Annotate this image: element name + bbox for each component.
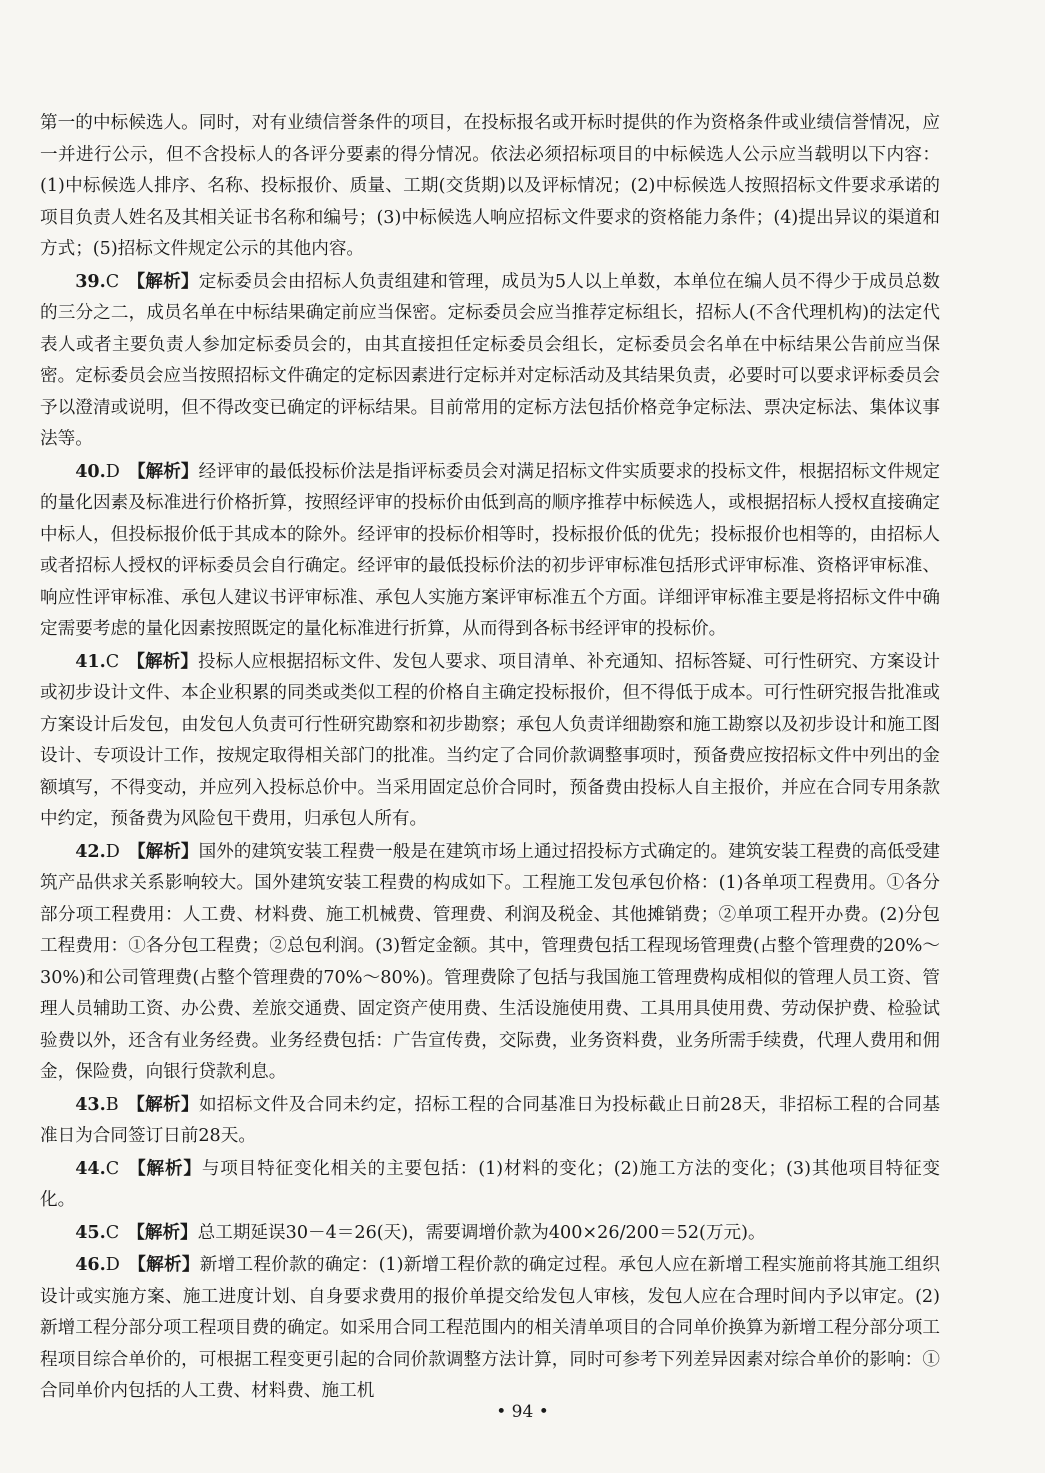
answer-letter: C	[105, 1222, 120, 1243]
document-body	[40, 108, 940, 1408]
question-44	[40, 1153, 940, 1217]
paragraph-text: 第一的中标候选人。同时，对有业绩信誉条件的项目，在投标报名或开标时提供的作为资格条件或业绩信誉情况，应一并进行公示，但不含投标人的各评分要素的得分情况。依法必须招标项目的中标候选人公示应当载明以下内容：(1)中标候选人排序、名称、投标报价、质量、工期(交货期)以及评标情况；(2)中标候选人按照招标文件要求承诺的项目负责人姓名及其相关证书名称和编号；(3)中标候选人响应招标文件要求的资格能力条件；(4)提出异议的渠道和方式；(5)招标文件规定公示的其他内容。	[40, 113, 940, 259]
analysis-text: 总工期延误30－4＝26(天)，需要调增价款为400×26/200＝52(万元)。	[197, 1222, 766, 1243]
answer-letter: C	[105, 1158, 120, 1179]
analysis-text: 国外的建筑安装工程费一般是在建筑市场上通过招投标方式确定的。建筑安装工程费的高低受建筑产品供求关系影响较大。国外建筑安装工程费的构成如下。工程施工发包承包价格：(1)各单项工程费用。①各分部分项工程费用：人工费、材料费、施工机械费、管理费、利润及税金、其他摊销费；②单项工程开办费。(2)分包工程费用：①各分包工程费；②总包利润。(3)暂定金额。其中，管理费包括工程现场管理费(占整个管理费的20%～30%)和公司管理费(占整个管理费的70%～80%)。管理费除了包括与我国施工管理费构成相似的管理人员工资、管理人员辅助工资、办公费、差旅交通费、固定资产使用费、生活设施使用费、工具用具使用费、劳动保护费、检验试验费以外，还含有业务经费。业务经费包括：广告宣传费，交际费，业务资料费，业务所需手续费，代理人费用和佣金，保险费，向银行贷款利息。	[40, 841, 940, 1082]
answer-letter: D	[105, 1255, 120, 1275]
analysis-tag: 【解析】	[127, 270, 199, 292]
analysis-text: 与项目特征变化相关的主要包括：(1)材料的变化；(2)施工方法的变化；(3)其他项目特征变化。	[40, 1158, 940, 1210]
analysis-tag: 【解析】	[127, 650, 199, 672]
analysis-tag: 【解析】	[127, 1221, 198, 1243]
question-46	[40, 1249, 940, 1408]
answer-letter: D	[105, 461, 120, 482]
question-number: 40.	[75, 460, 106, 482]
analysis-text: 如招标文件及合同未约定，招标工程的合同基准日为投标截止日前28天，非招标工程的合同基准日为合同签订日前28天。	[40, 1094, 940, 1146]
answer-letter: C	[105, 271, 120, 292]
question-number: 45.	[75, 1221, 106, 1243]
question-number: 39.	[75, 270, 106, 292]
analysis-tag: 【解析】	[127, 1254, 200, 1275]
question-41	[40, 646, 940, 836]
analysis-tag: 【解析】	[126, 1093, 199, 1115]
page-number: • 94 •	[496, 1402, 549, 1422]
analysis-text: 定标委员会由招标人负责组建和管理，成员为5人以上单数，本单位在编人员不得少于成员总数的三分之二，成员名单在中标结果确定前应当保密。定标委员会应当推荐定标组长，招标人(不含代理机构)的法定代表人或者主要负责人参加定标委员会的，由其直接担任定标委员会组长，定标委员会名单在中标结果公告前应当保密。定标委员会应当按照招标文件确定的定标因素进行定标并对定标活动及其结果负责，必要时可以要求评标委员会予以澄清或说明，但不得改变已确定的评标结果。目前常用的定标方法包括价格竞争定标法、票决定标法、集体议事法等。	[40, 271, 940, 449]
analysis-tag: 【解析】	[127, 1157, 202, 1179]
analysis-text: 新增工程价款的确定：(1)新增工程价款的确定过程。承包人应在新增工程实施前将其施工组织设计或实施方案、施工进度计划、自身要求费用的报价单提交给发包人审核，发包人应在合理时间内予以审定。(2)新增工程分部分项工程项目费的确定。如采用合同工程范围内的相关清单项目的合同单价换算为新增工程分部分项工程项目综合单价的，可根据工程变更引起的合同价款调整方法计算，同时可参考下列差异因素对综合单价的影响：①合同单价内包括的人工费、材料费、施工机	[40, 1255, 940, 1401]
paragraph-continuation	[40, 108, 940, 266]
analysis-tag: 【解析】	[127, 460, 199, 482]
question-number: 46.	[75, 1254, 106, 1275]
analysis-tag: 【解析】	[127, 840, 199, 862]
question-40	[40, 456, 940, 646]
question-number: 44.	[75, 1157, 106, 1179]
answer-letter: B	[105, 1094, 119, 1115]
question-43	[40, 1089, 940, 1153]
answer-letter: C	[105, 651, 120, 672]
question-42	[40, 836, 940, 1089]
analysis-text: 投标人应根据招标文件、发包人要求、项目清单、补充通知、招标答疑、可行性研究、方案设计或初步设计文件、本企业积累的同类或类似工程的价格自主确定投标报价，但不得低于成本。可行性研究报告批准或方案设计后发包，由发包人负责可行性研究勘察和初步勘察；承包人负责详细勘察和施工勘察以及初步设计和施工图设计、专项设计工作，按规定取得相关部门的批准。当约定了合同价款调整事项时，预备费应按招标文件中列出的金额填写，不得变动，并应列入投标总价中。当采用固定总价合同时，预备费由投标人自主报价，并应在合同专用条款中约定，预备费为风险包干费用，归承包人所有。	[40, 651, 940, 829]
analysis-text: 经评审的最低投标价法是指评标委员会对满足招标文件实质要求的投标文件，根据招标文件规定的量化因素及标准进行价格折算，按照经评审的投标价由低到高的顺序推荐中标候选人，或根据招标人授权直接确定中标人，但投标报价低于其成本的除外。经评审的投标价相等时，投标报价低的优先；投标报价也相等的，由招标人或者招标人授权的评标委员会自行确定。经评审的最低投标价法的初步评审标准包括形式评审标准、资格评审标准、响应性评审标准、承包人建议书评审标准、承包人实施方案评审标准五个方面。详细评审标准主要是将招标文件中确定需要考虑的量化因素按照既定的量化标准进行折算，从而得到各标书经评审的投标价。	[40, 461, 940, 639]
answer-letter: D	[105, 841, 120, 862]
question-number: 41.	[75, 650, 106, 672]
question-45	[40, 1217, 940, 1250]
question-39	[40, 266, 940, 456]
question-number: 43.	[75, 1093, 106, 1115]
question-number: 42.	[75, 840, 106, 862]
